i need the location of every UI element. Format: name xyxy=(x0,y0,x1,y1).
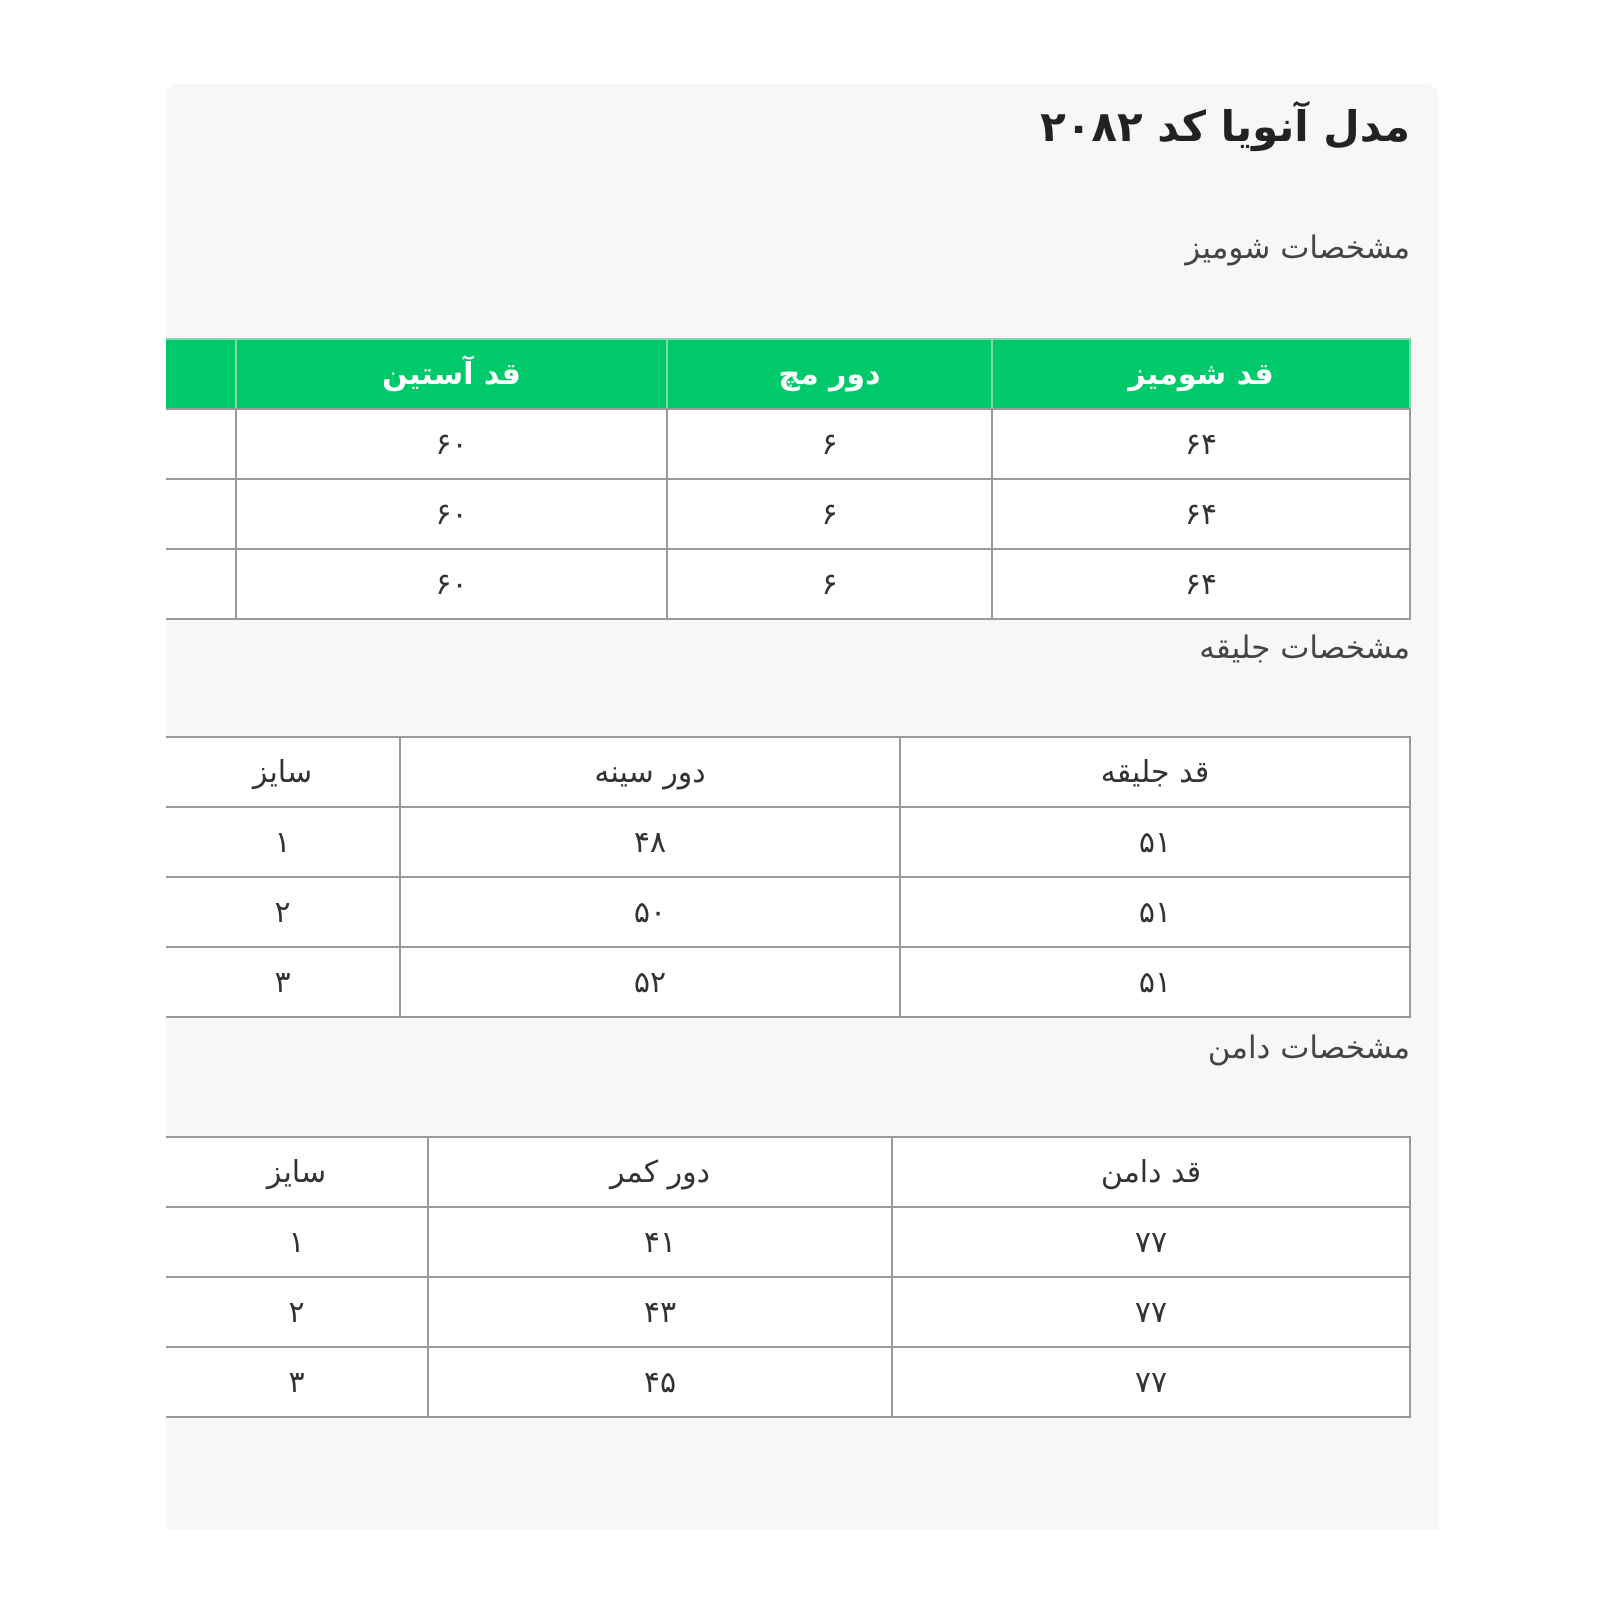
table-cell: ۴۵ xyxy=(428,1347,892,1417)
table-cell: ۳ xyxy=(166,947,400,1017)
table-cell xyxy=(166,549,236,619)
table-cell: ۵۱ xyxy=(900,877,1410,947)
table-cell: ۳ xyxy=(166,1347,428,1417)
table-cell: ۶۴ xyxy=(992,409,1410,479)
table-header-cell: سایز xyxy=(166,737,400,807)
table-row xyxy=(166,549,1410,619)
table-cell: ۱ xyxy=(166,1207,428,1277)
skirt-spec-table xyxy=(166,1136,1411,1418)
table-cell: ۶ xyxy=(667,549,992,619)
table-cell: ۷۷ xyxy=(892,1207,1410,1277)
table-header-cell: دور سینه xyxy=(400,737,900,807)
table-cell: ۲ xyxy=(166,877,400,947)
section-title-skirt: مشخصات دامن xyxy=(1207,1030,1410,1066)
table-header-cell: قد شومیز xyxy=(992,339,1410,409)
table-row xyxy=(166,947,1410,1017)
product-description-panel xyxy=(166,84,1438,1530)
table-row xyxy=(166,1207,1410,1277)
table-cell: ۵۰ xyxy=(400,877,900,947)
table-cell: ۶۰ xyxy=(236,409,667,479)
table-cell: ۶۰ xyxy=(236,549,667,619)
table-header-cell: دور مچ xyxy=(667,339,992,409)
table-row xyxy=(166,1347,1410,1417)
table-header-cell: دور کمر xyxy=(428,1137,892,1207)
table-row xyxy=(166,877,1410,947)
table-cell: ۶ xyxy=(667,479,992,549)
table-cell: ۵۱ xyxy=(900,947,1410,1017)
blouse-spec-table xyxy=(166,338,1411,620)
section-title-blouse: مشخصات شومیز xyxy=(1185,230,1410,266)
table-cell: ۷۷ xyxy=(892,1347,1410,1417)
vest-spec-table xyxy=(166,736,1411,1018)
table-cell: ۴۱ xyxy=(428,1207,892,1277)
table-cell: ۵۱ xyxy=(900,807,1410,877)
table-cell: ۵۲ xyxy=(400,947,900,1017)
table-header-row xyxy=(166,1137,1410,1207)
table-cell: ۶۴ xyxy=(992,479,1410,549)
table-cell: ۶ xyxy=(667,409,992,479)
table-cell: ۶۴ xyxy=(992,549,1410,619)
table-row xyxy=(166,479,1410,549)
table-header-row xyxy=(166,339,1410,409)
table-cell: ۷۷ xyxy=(892,1277,1410,1347)
table-header-cell: سایز xyxy=(166,1137,428,1207)
table-cell xyxy=(166,479,236,549)
table-cell: ۲ xyxy=(166,1277,428,1347)
table-header-cell: قد آستین xyxy=(236,339,667,409)
section-title-vest: مشخصات جلیقه xyxy=(1199,630,1410,666)
table-cell: ۱ xyxy=(166,807,400,877)
table-header-cell: قد جلیقه xyxy=(900,737,1410,807)
table-cell: ۴۸ xyxy=(400,807,900,877)
table-row xyxy=(166,409,1410,479)
product-title: مدل آنویا کد ۲۰۸۲ xyxy=(1040,102,1410,151)
table-header-cell xyxy=(166,339,236,409)
table-header-row xyxy=(166,737,1410,807)
table-cell: ۶۰ xyxy=(236,479,667,549)
table-header-cell: قد دامن xyxy=(892,1137,1410,1207)
table-cell: ۴۳ xyxy=(428,1277,892,1347)
table-row xyxy=(166,807,1410,877)
table-cell xyxy=(166,409,236,479)
table-row xyxy=(166,1277,1410,1347)
